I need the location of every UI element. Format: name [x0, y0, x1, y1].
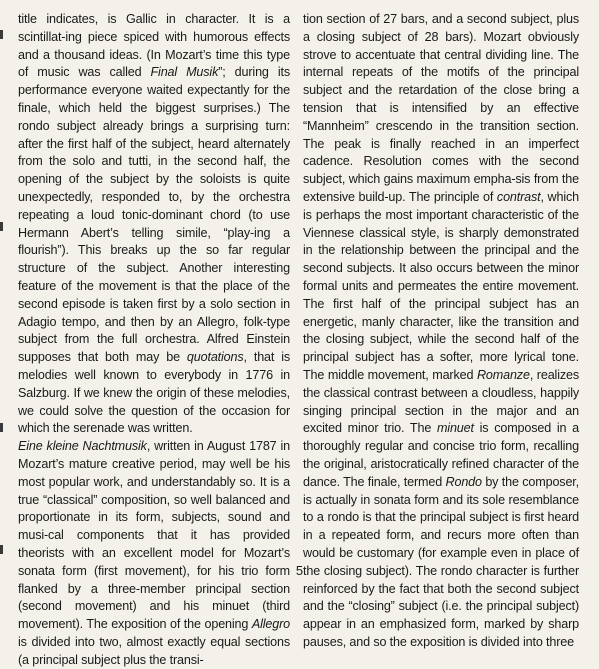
- text-line: member principal section (second movement) and: [18, 581, 290, 614]
- italic-term: minuet: [436, 421, 474, 436]
- italic-term: quotations: [186, 350, 244, 365]
- text-line: , which is perhaps the most important: [303, 189, 579, 222]
- text-line: retardation of the close bring a tension that is: [303, 83, 580, 115]
- text-line: from the full orchestra. Alfred Einstein supposes: [18, 332, 290, 365]
- text-line: episode is taken first by a solo section in Adagio: [18, 296, 290, 329]
- text-line: by the composer,: [481, 474, 579, 489]
- text-line: to a rondo is that the principal subject is first heard: [303, 510, 579, 525]
- text-line: was called: [78, 65, 151, 80]
- text-line: ,: [529, 367, 534, 382]
- text-line: ing a flourish”). This breaks up the so far regular: [18, 225, 291, 258]
- text-line: Mozart’s mature creative period, may well be his: [18, 456, 290, 471]
- text-line: thoroughly regular and concise trio form, recalling: [303, 439, 579, 454]
- text-line: of the movement is that the place of the second: [18, 278, 290, 311]
- paragraph-nachtmusik: [18, 438, 290, 669]
- text-line: in the transition section. The peak is finally reached: [303, 118, 579, 151]
- text-line: in a repeated form, and recurs more often than: [303, 528, 579, 543]
- text-line: cal components that it has provided theorists with: [18, 528, 290, 560]
- text-line: proportionate in its form, subjects, sound and musi-: [18, 510, 290, 543]
- text-line: the origin of these melodies, we could solve the: [18, 385, 290, 418]
- edge-mark: [0, 545, 3, 554]
- text-line: repeats of the motifs of the principal subject and the: [303, 65, 579, 98]
- text-line: would be customary (for example even in place of: [303, 545, 579, 560]
- edge-mark: [0, 222, 3, 231]
- text-line: and the “closing” subject (i.e. the principal subject): [303, 599, 579, 614]
- text-line: held the biggest surprises.) The rondo subject: [18, 100, 290, 133]
- page-number: 5: [295, 563, 304, 578]
- text-line: is divided into two, almost exactly: [18, 634, 206, 649]
- italic-term: contrast: [496, 189, 541, 204]
- text-line: by the soloists is quite unexpectedly, responded to,: [18, 172, 290, 204]
- italic-term: Allegro: [251, 617, 291, 632]
- text-line: the subject, heard alternately from the solo and: [18, 136, 290, 169]
- italic-term: Eine kleine Nachtmusik: [18, 439, 147, 454]
- text-line: his minuet (third movement). The exposition of the: [18, 599, 290, 632]
- text-line: is composed in a: [473, 421, 579, 436]
- edge-mark: [0, 30, 3, 39]
- text-line: by the orchestra repeating a loud tonic-dominant: [18, 189, 291, 222]
- text-line: transition and the closing subject, while the second: [303, 314, 580, 347]
- text-line: the closing subject). The rondo character is further: [303, 563, 579, 578]
- text-line: sharply demonstrated in the relationship between: [303, 225, 579, 258]
- text-line: tutti, in the second half, the opening of the subject: [18, 154, 290, 187]
- text-line: to accentuate that central dividing line. The internal: [303, 47, 579, 80]
- edge-mark: [0, 423, 3, 432]
- text-line: the original, aristocratically refined character of the: [303, 456, 579, 471]
- italic-term: Final Musik: [150, 65, 219, 80]
- text-line: tion section of 27 bars, and a second subject, plus a: [303, 12, 579, 44]
- text-line: known to everybody in 1776 in Salzburg. If we knew: [18, 367, 290, 400]
- text-line: true “classical” composition, so well balanced and: [18, 492, 290, 507]
- text-line: an excellent model for Mozart’s sonata form (first: [18, 545, 290, 578]
- text-line: dance. The finale, termed: [303, 474, 446, 489]
- text-line: already brings a surprising turn: after the first half of: [18, 118, 291, 151]
- text-line: was written.: [127, 421, 193, 436]
- text-line: realizes the classical contrast between a cloudless,: [303, 367, 579, 400]
- text-line: sis from the extensive build-up. The principle of: [303, 172, 579, 204]
- text-line: structure of the subject. Another interesting feature: [18, 261, 290, 293]
- text-line: reinforced by the fact that both the second subject: [303, 581, 579, 596]
- italic-term: Romanze: [476, 367, 530, 382]
- text-line: thousand ideas. (In Mozart’s time this type of music: [18, 47, 291, 80]
- italic-term: Rondo: [445, 474, 482, 489]
- text-line: tone. The middle movement, marked: [303, 350, 579, 382]
- text-line: between the minor formal units and permeates the: [303, 261, 579, 293]
- text-line: chord (to use Hermann Abert’s telling simile, “play-: [18, 207, 291, 240]
- text-line: the principal and the second subjects. It also occurs: [303, 243, 579, 276]
- text-line: , that is melodies well: [18, 350, 291, 382]
- text-line: most popular work, and understandably so. It is a: [18, 474, 290, 489]
- right-column: [303, 11, 579, 652]
- text-line: pauses, and so the exposition is divided into three: [303, 634, 574, 649]
- text-line: happily singing principal section in the major and an: [303, 385, 580, 418]
- text-line: ”; during its performance: [18, 65, 290, 98]
- text-line: entire movement. The first half of the principal: [303, 278, 579, 311]
- text-line: ing piece spiced with humorous effects and a: [18, 29, 290, 62]
- text-line: is actually in sonata form and its sole resemblance: [303, 492, 579, 507]
- text-line: equal sections (a principal subject plus the transi-: [18, 634, 290, 667]
- text-line: half of the principal subject has a softer, more lyrical: [303, 332, 579, 365]
- text-line: tempo, and then by an Allegro, folk-type subject: [18, 314, 290, 347]
- text-line: title indicates, is Gallic in character. It is a scintillat-: [18, 12, 290, 44]
- text-line: opening: [204, 617, 252, 632]
- text-line: appear in an emphasized form, marked by sharp: [303, 617, 579, 632]
- text-line: closing subject of 28 bars). Mozart obviously strove: [303, 29, 579, 62]
- text-line: excited minor trio. The: [303, 421, 437, 436]
- text-line: , written in August 1787 in: [146, 439, 290, 454]
- text-line: in an imperfect cadence. Resolution comes with: [303, 136, 579, 169]
- text-line: characteristic of the Viennese classical style, is: [303, 207, 580, 240]
- text-line: that both may be: [77, 350, 187, 365]
- text-line: the second subject, which gains maximum empha-: [303, 154, 579, 187]
- text-line: intensified by an effective “Mannheim” crescendo: [303, 100, 579, 133]
- text-line: movement), for his trio form flanked by a three-: [18, 563, 291, 596]
- paragraph-exposition: [303, 11, 579, 652]
- text-line: question of the occasion for which the serenade: [18, 403, 290, 436]
- text-line: everyone waited expectantly for the finale, which: [18, 83, 290, 115]
- text-line: subject has an energetic, manly character, like the: [303, 296, 579, 329]
- paragraph-gallic-finale: [18, 11, 290, 438]
